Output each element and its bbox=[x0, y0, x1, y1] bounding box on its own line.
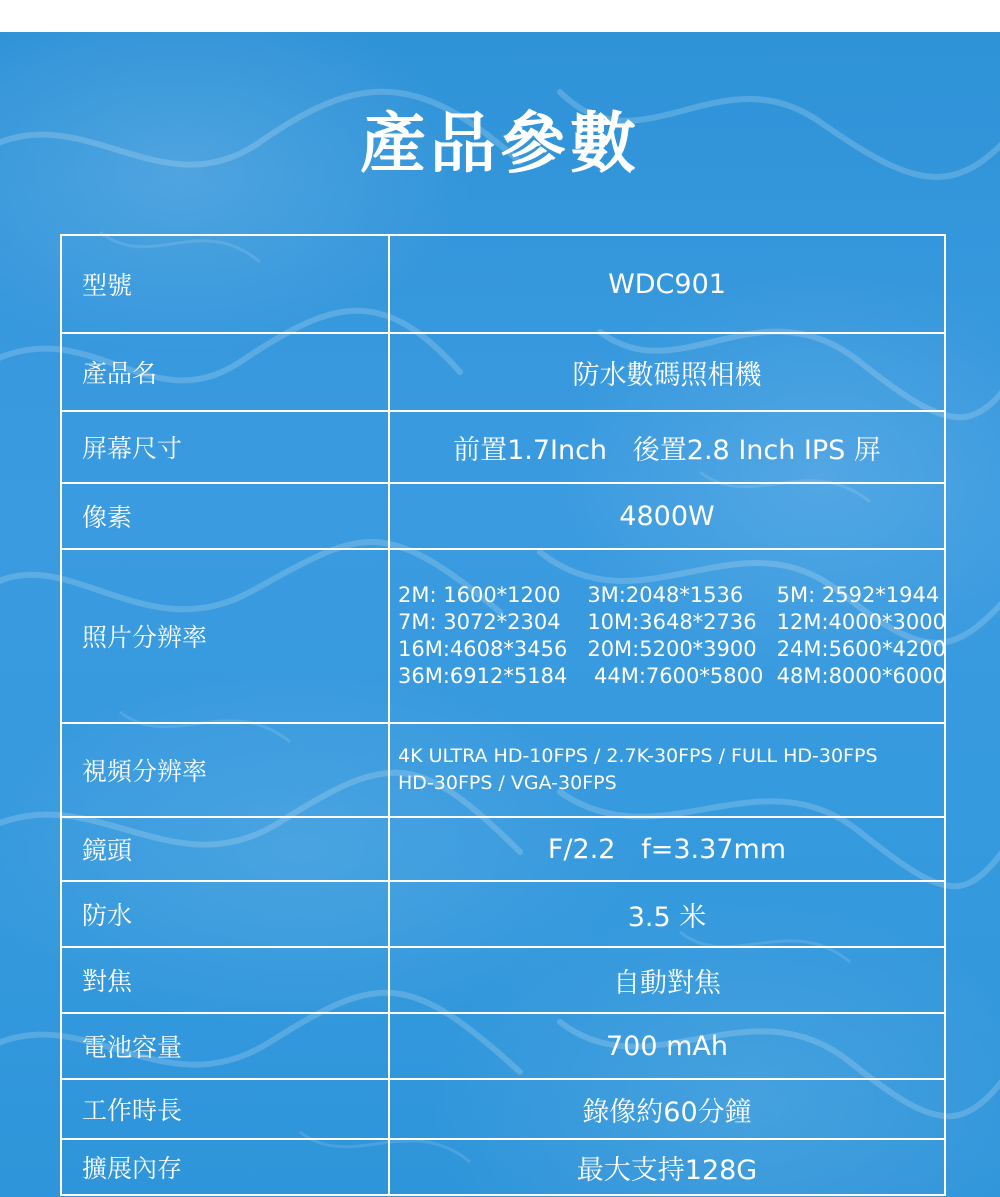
spec-value: 防水數碼照相機 bbox=[389, 333, 945, 411]
spec-label: 擴展內存 bbox=[61, 1139, 389, 1195]
spec-label: 照片分辨率 bbox=[61, 549, 389, 723]
water-background bbox=[0, 32, 1000, 1197]
spec-label: 像素 bbox=[61, 483, 389, 549]
spec-value: WDC901 bbox=[389, 235, 945, 333]
spec-value: 4800W bbox=[389, 483, 945, 549]
spec-label: 視頻分辨率 bbox=[61, 723, 389, 817]
photo-resolution-line: 16M:4608*3456 20M:5200*3900 24M:5600*4200 bbox=[398, 637, 946, 661]
table-row bbox=[61, 1079, 945, 1139]
spec-label: 工作時長 bbox=[61, 1079, 389, 1139]
spec-table bbox=[60, 234, 946, 1196]
table-row bbox=[61, 549, 945, 723]
table-row bbox=[61, 1013, 945, 1079]
spec-value: 3.5 米 bbox=[389, 881, 945, 947]
table-row bbox=[61, 881, 945, 947]
spec-label: 防水 bbox=[61, 881, 389, 947]
spec-label: 產品名 bbox=[61, 333, 389, 411]
table-row bbox=[61, 723, 945, 817]
photo-resolution-line: 36M:6912*5184 44M:7600*5800 48M:8000*6000 bbox=[398, 664, 946, 688]
table-row bbox=[61, 333, 945, 411]
video-resolution-line: 4K ULTRA HD-10FPS / 2.7K-30FPS / FULL HD-30FPS bbox=[398, 745, 878, 767]
table-row bbox=[61, 947, 945, 1013]
spec-value: 最大支持128G bbox=[389, 1139, 945, 1195]
table-row bbox=[61, 1139, 945, 1195]
table-row bbox=[61, 483, 945, 549]
spec-label: 電池容量 bbox=[61, 1013, 389, 1079]
video-resolution-line: HD-30FPS / VGA-30FPS bbox=[398, 772, 617, 794]
spec-label: 鏡頭 bbox=[61, 817, 389, 881]
photo-resolution-line: 7M: 3072*2304 10M:3648*2736 12M:4000*3000 bbox=[398, 610, 946, 634]
spec-value: 700 mAh bbox=[389, 1013, 945, 1079]
spec-value: 自動對焦 bbox=[389, 947, 945, 1013]
spec-label: 型號 bbox=[61, 235, 389, 333]
video-resolution-list bbox=[389, 723, 945, 817]
table-row bbox=[61, 235, 945, 333]
page-title: 產品參數 bbox=[360, 105, 640, 182]
spec-label: 屏幕尺寸 bbox=[61, 411, 389, 483]
spec-value: 前置1.7Inch 後置2.8 Inch IPS 屏 bbox=[389, 411, 945, 483]
table-row bbox=[61, 411, 945, 483]
photo-resolution-list bbox=[389, 549, 945, 723]
spec-label: 對焦 bbox=[61, 947, 389, 1013]
photo-resolution-line: 2M: 1600*1200 3M:2048*1536 5M: 2592*1944 bbox=[398, 583, 940, 607]
spec-value: 錄像約60分鐘 bbox=[389, 1079, 945, 1139]
spec-value: F/2.2 f=3.37mm bbox=[389, 817, 945, 881]
table-row bbox=[61, 817, 945, 881]
